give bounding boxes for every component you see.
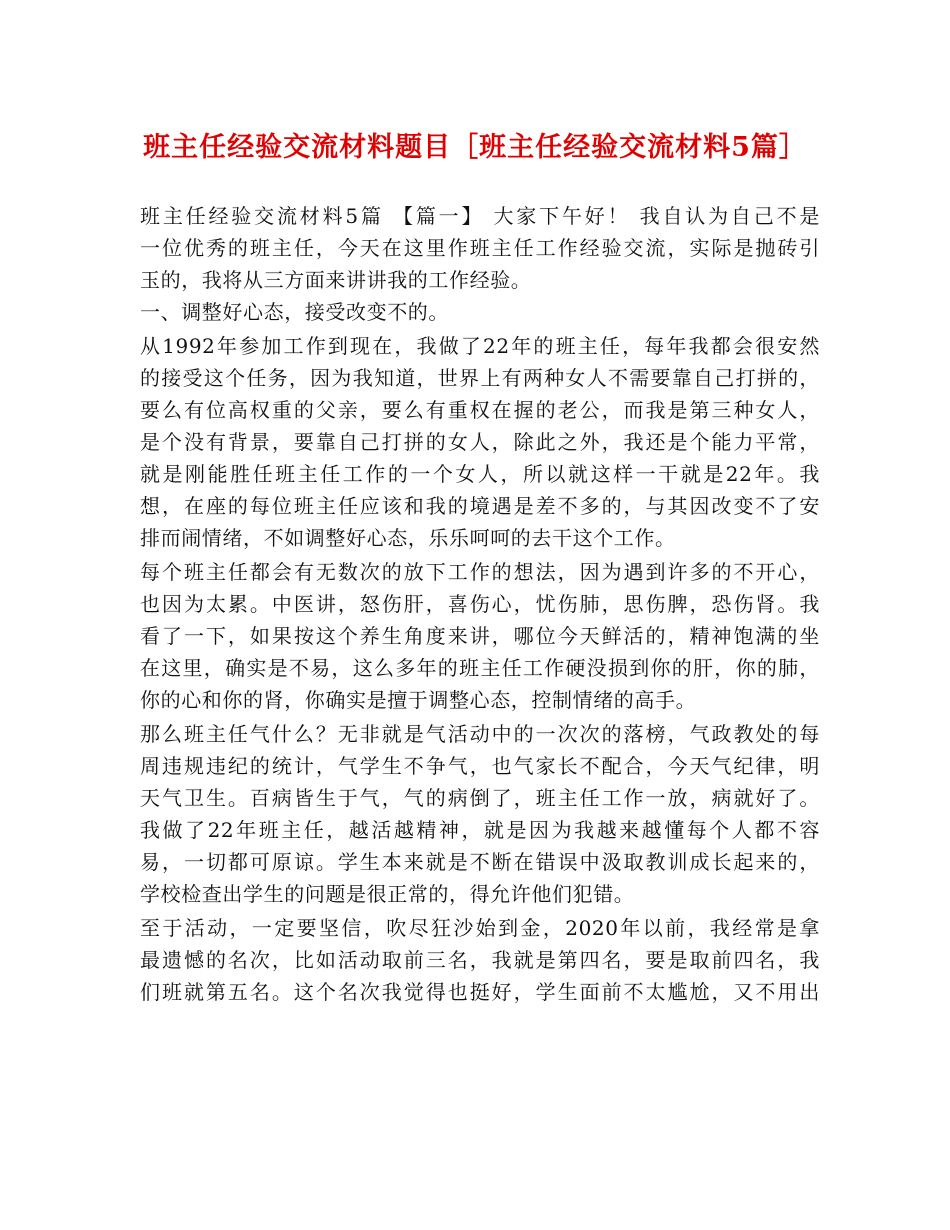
text-line: 排而闹情绪，不如调整好心态，乐乐呵呵的去干这个工作。	[140, 526, 676, 550]
text-line: 一位优秀的班主任，今天在这里作班主任工作经验交流，实际是抛砖引	[140, 236, 820, 260]
text-line: 最遗憾的名次，比如活动取前三名，我就是第四名，要是取前四名，我	[140, 948, 820, 972]
text-line: 玉的，我将从三方面来讲讲我的工作经验。	[140, 268, 532, 292]
text-line: 每个班主任都会有无数次的放下工作的想法，因为遇到许多的不开心，	[140, 560, 820, 584]
text-line: 就是刚能胜任班主任工作的一个女人，所以就这样一干就是22年。我	[140, 462, 820, 486]
text-line: 看了一下，如果按这个养生角度来讲，哪位今天鲜活的，精神饱满的坐	[140, 624, 820, 648]
text-line: 的接受这个任务，因为我知道，世界上有两种女人不需要靠自己打拼的，	[140, 366, 820, 390]
text-line: 天气卫生。百病皆生于气，气的病倒了，班主任工作一放，病就好了。	[140, 786, 820, 810]
text-line: 一、调整好心态，接受改变不的。	[140, 300, 449, 324]
text-line: 班主任经验交流材料5篇 【篇一】 大家下午好！ 我自认为自己不是	[140, 204, 820, 228]
text-line: 那么班主任气什么？无非就是气活动中的一次次的落榜，气政教处的每	[140, 722, 820, 746]
text-line: 们班就第五名。这个名次我觉得也挺好，学生面前不太尴尬，又不用出	[140, 980, 820, 1004]
text-line: 在这里，确实是不易，这么多年的班主任工作硬没损到你的肝，你的肺，	[140, 656, 820, 680]
text-line: 是个没有背景，要靠自己打拼的女人，除此之外，我还是个能力平常，	[140, 430, 820, 454]
text-line: 至于活动，一定要坚信，吹尽狂沙始到金，2020年以前，我经常是拿	[140, 916, 820, 940]
text-line: 要么有位高权重的父亲，要么有重权在握的老公，而我是第三种女人，	[140, 398, 820, 422]
text-line: 周违规违纪的统计，气学生不争气，也气家长不配合，今天气纪律，明	[140, 754, 820, 778]
text-line: 我做了22年班主任，越活越精神，就是因为我越来越懂每个人都不容	[140, 818, 820, 842]
text-line: 从1992年参加工作到现在，我做了22年的班主任，每年我都会很安然	[140, 334, 820, 358]
text-line: 你的心和你的肾，你确实是擅于调整心态，控制情绪的高手。	[140, 688, 697, 712]
text-line: 易，一切都可原谅。学生本来就是不断在错误中汲取教训成长起来的，	[140, 850, 820, 874]
document-title: 班主任经验交流材料题目［班主任经验交流材料5篇］	[143, 132, 807, 163]
text-line: 也因为太累。中医讲，怒伤肝，喜伤心，忧伤肺，思伤脾，恐伤肾。我	[140, 592, 820, 616]
text-line: 想，在座的每位班主任应该和我的境遇是差不多的，与其因改变不了安	[140, 494, 820, 518]
text-line: 学校检查出学生的问题是很正常的，得允许他们犯错。	[140, 882, 635, 906]
